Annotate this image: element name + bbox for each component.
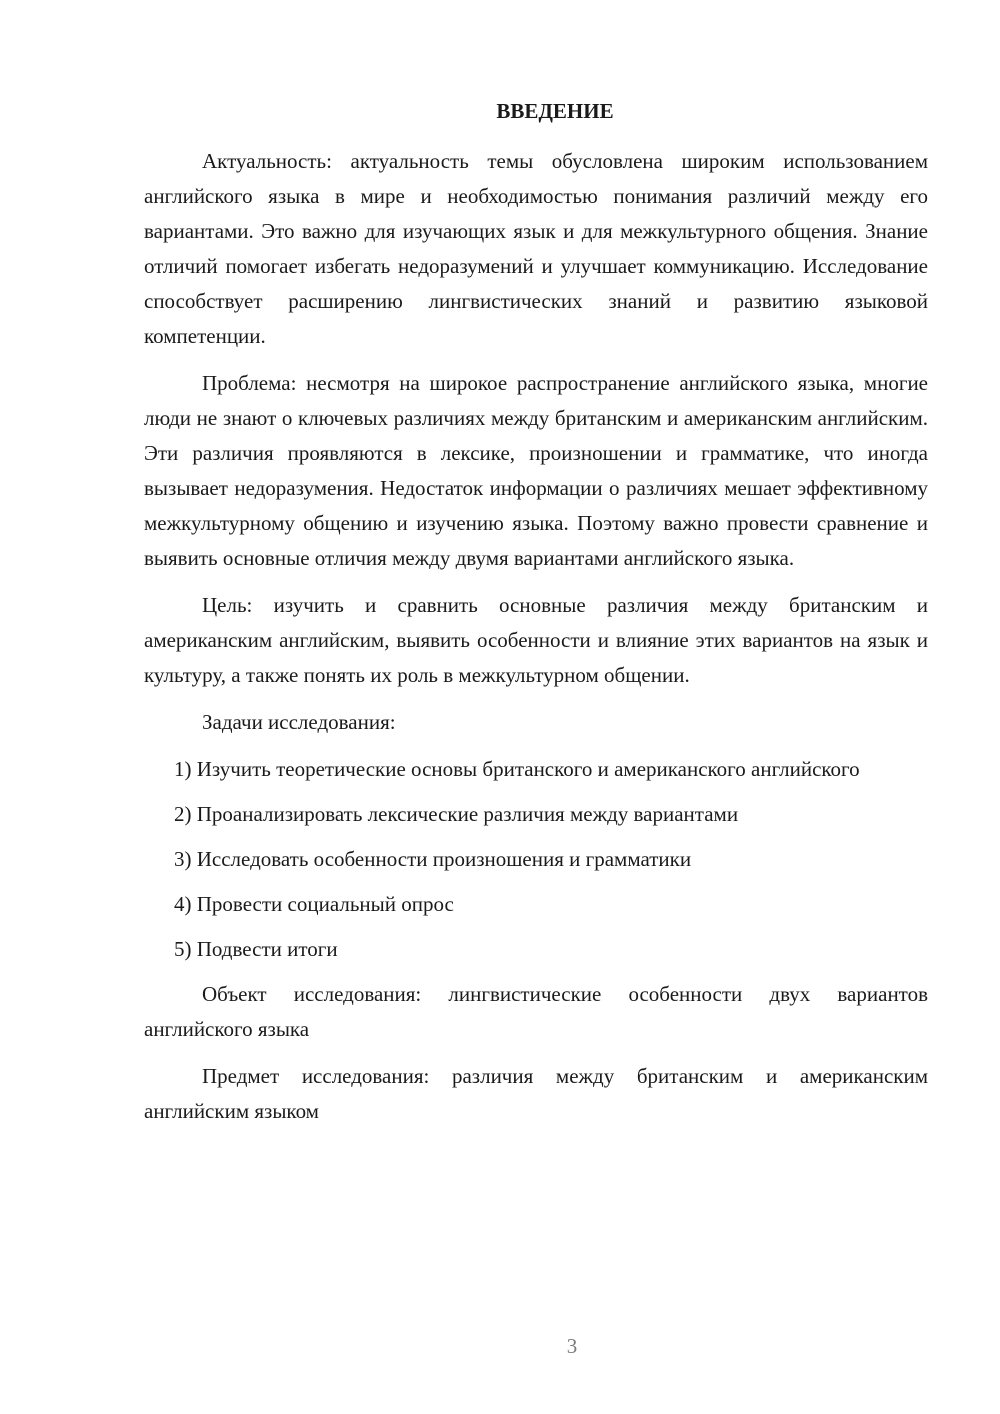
task-item: 3) Исследовать особенности произношения и грамматики <box>174 847 692 871</box>
page-body <box>144 96 928 1141</box>
problem-paragraph: Проблема: несмотря на широкое распространение английского языка, многие люди не знают о ключевых различиях между британским и американским английским. Эти различия проявляются в лексике, произношении и грамматике, что иногда вызывает недоразумения. Недостаток информации о различиях мешает эффективному межкультурному общению и изучению языка. Поэтому важно провести сравнение и выявить основные отличия между двумя вариантами английского языка. <box>144 371 928 570</box>
task-item: 2) Проанализировать лексические различия между вариантами <box>174 802 739 826</box>
object-paragraph: Объект исследования: лингвистические особенности двух вариантов английского языка <box>144 982 928 1041</box>
page-number: 3 <box>566 1334 578 1358</box>
relevance-paragraph: Актуальность: актуальность темы обусловлена широким использованием английского языка в мире и необходимостью понимания различий между его вариантами. Это важно для изучающих язык и для межкультурного общения. Знание отличий помогает избегать недоразумений и улучшает коммуникацию. Исследование способствует расширению лингвистических знаний и развитию языковой компетенции. <box>144 149 928 348</box>
task-item: 1) Изучить теоретические основы британского и американского английского <box>174 757 860 781</box>
task-item: 5) Подвести итоги <box>174 937 338 961</box>
goal-paragraph: Цель: изучить и сравнить основные различия между британским и американским английским, выявить особенности и влияние этих вариантов на язык и культуру, а также понять их роль в межкультурном общении. <box>144 593 928 687</box>
task-item: 4) Провести социальный опрос <box>174 892 454 916</box>
subject-paragraph: Предмет исследования: различия между британским и американским английским языком <box>144 1064 928 1123</box>
page-title: ВВЕДЕНИЕ <box>496 99 614 123</box>
tasks-heading: Задачи исследования: <box>202 710 396 734</box>
